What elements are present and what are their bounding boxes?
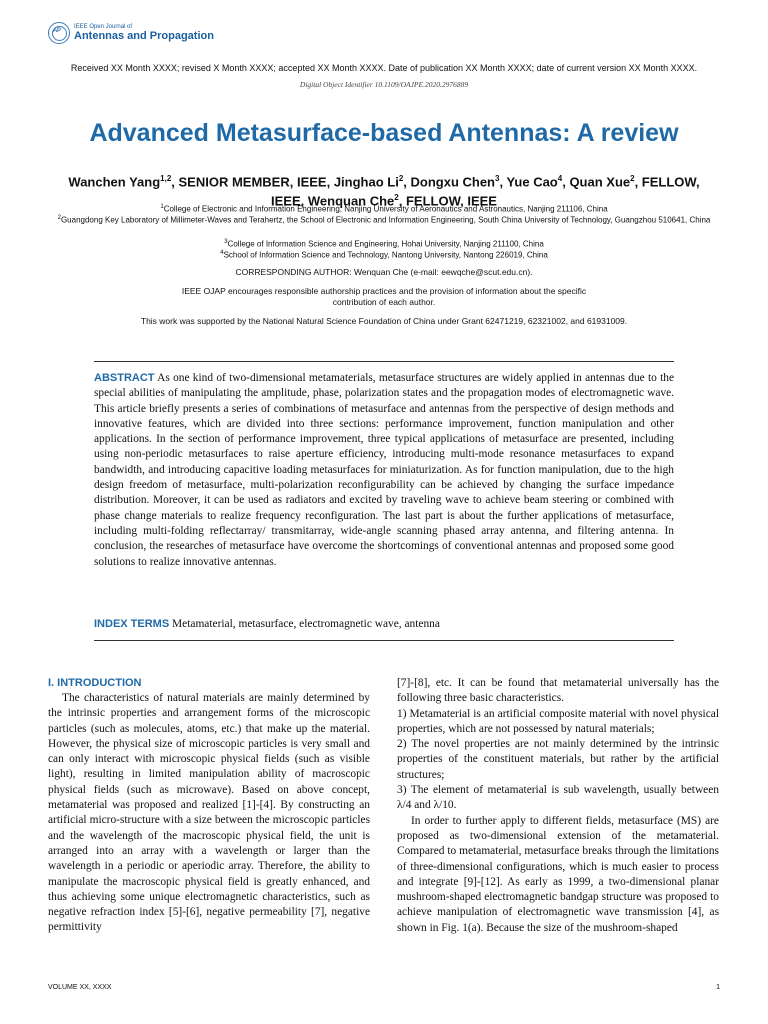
- abstract-text: As one kind of two-dimensional metamaterials, metasurface structures are widely applied in antennas due to the special abilities of manipulating the amplitude, phase, polarization states and the propagation modes of electromagnetic wave. This article briefly presents a series of combinations of metasurface and antennas from the perspective of design methods and innovative features, which are divided into three sections: performance improvement, function manipulation and other applications. In the section of performance improvement, three typical applications of metasurface are presented, including using non-periodic metasurfaces to raise aperture efficiency, introducing multi-mode resonance metasurfaces to expand bandwidth, and introducing capacitive loading metasurfaces for miniaturization. As for function manipulation, due to the high design freedom of metasurface, multi-polarization reconfigurability can be achieved by changing the surface impedance distribution. Moreover, it can be used as radiators and excited by traveling wave to achieve beam steering or combined with phase change materials to realize frequency reconfiguration. The last part is about the further applications of metasurface, including multi-folding reflectarray/ transmitarray, wide-angle scanning phased array antenna, and filtering antenna. In conclusion, the researches of metasurface have overcome the shortcomings of conventional antennas and proposed some good solutions to realize innovative antennas.: [94, 372, 675, 568]
- funding-note: This work was supported by the National Natural Science Foundation of China under Grant 62471219, 62321002, and 61931009.: [140, 316, 628, 326]
- author-affiliation-mark: 2: [394, 193, 399, 203]
- index-terms-text: Metamaterial, metasurface, electromagnetic wave, antenna: [172, 618, 440, 630]
- author-name: Jinghao Li: [333, 174, 399, 190]
- author-suffix: , FELLOW, IEEE,: [271, 174, 700, 209]
- body-paragraph: The characteristics of natural materials are mainly determined by the intrinsic properties and arrangement forms of the microscopic particles (such as molecules, atoms, etc.) that make up the material. However, the physical size of microscopic particles is very small and can only interact with microscopic physical fields (such as visible light), resulting in limited manipulation ability of macroscopic physical fields (such as microwave). Based on above concept, metamaterial was proposed and realized [1]-[4]. By constructing an artificial micro-structure with a size between the microscopic particles and the wavelength of the macroscopic physical field, the unit is arranged into an array with a wavelength or larger than the wavelength in a periodic or aperiodic array. Therefore, the ability to manipulate the macroscopic physical field is greatly enhanced, and thus achieving some unique electromagnetic characteristics, such as negative refraction index [5]-[6], negative permeability [7], negative permittivity: [48, 692, 370, 934]
- author-name: Quan Xue: [569, 174, 631, 190]
- journal-prefix: IEEE Open Journal of: [74, 24, 133, 30]
- list-item: 3) The element of metamaterial is sub wavelength, usually between λ/4 and λ/10.: [397, 784, 719, 812]
- author-name: Yue Cao: [506, 174, 558, 190]
- author-suffix: ,: [499, 174, 507, 190]
- publication-dates: Received XX Month XXXX; revised X Month XXXX; accepted XX Month XXXX. Date of publication XX Month XXXX; date of current version XX Month XXXX.: [70, 63, 698, 73]
- body-column-left: [48, 676, 370, 936]
- author-affiliation-mark: 1,2: [160, 174, 172, 183]
- journal-name: Antennas and Propagation: [74, 30, 214, 42]
- body-paragraph: In order to further apply to different fields, metasurface (MS) are proposed as two-dimensional extension of the metamaterial. Compared to metamaterial, metasurface breaks through the limitations of three-dimensional configurations, which is much easier to process and integrate [9]-[12]. As early as 1999, a two-dimensional planar mushroom-shaped electromagnetic bandgap structure was proposed to achieve manipulation of electromagnetic wave transmission [4], as shown in Fig. 1(a). Because the size of the mushroom-shaped: [397, 814, 719, 934]
- section-heading: I. INTRODUCTION: [48, 677, 142, 689]
- affiliation-4: $^4$School of Information Science and Technology, Nantong University, Nantong 226019, China: [220, 250, 548, 260]
- body-column-right: [397, 676, 719, 936]
- author-suffix: ,: [562, 174, 570, 190]
- list-item: 1) Metamaterial is an artificial composite material with novel physical properties, which are not possessed by natural materials;: [397, 707, 719, 735]
- authorship-note: IEEE OJAP encourages responsible authorship practices and the provision of information about the specific contribution of each author.: [181, 286, 587, 307]
- abstract-top-rule: [94, 361, 674, 362]
- abstract: [94, 371, 674, 570]
- body-paragraph: [7]-[8], etc. It can be found that metamaterial universally has the following three basic characteristics.: [397, 677, 719, 705]
- list-item: 2) The novel properties are not mainly determined by the intrinsic properties of the constituent materials, but rather by the artificial structures;: [397, 738, 719, 781]
- abstract-label: ABSTRACT: [94, 372, 155, 384]
- journal-logo: [48, 22, 214, 44]
- author-affiliation-mark: 4: [557, 174, 563, 183]
- paper-title: Advanced Metasurface-based Antennas: A review: [89, 119, 679, 147]
- affiliation-3: $^3$College of Information Science and Engineering, Hohai University, Nanjing 211100, China: [224, 239, 544, 249]
- author-affiliation-mark: 3: [495, 174, 500, 183]
- author-suffix: , SENIOR MEMBER, IEEE,: [171, 174, 334, 190]
- author-affiliation-mark: 2: [398, 174, 404, 183]
- affiliation-2: $^2$Guangdong Key Laboratory of Millimeter-Waves and Terahertz, the School of Electronic and Information Engineering, South China University of Technology, Guangzhou 510641, China: [57, 215, 711, 225]
- author-name: Dongxu Chen: [410, 174, 495, 190]
- index-terms-label: INDEX TERMS: [94, 618, 170, 630]
- volume-footer: VOLUME XX, XXXX: [48, 984, 112, 991]
- author-name: Wenquan Che: [307, 193, 395, 209]
- abstract-bottom-rule: [94, 640, 674, 641]
- affiliation-1: $^1$College of Electronic and Information Engineering, Nanjing University of Aeronautics and Astronautics, Nanjing 211106, China: [160, 204, 608, 214]
- author-name: Wanchen Yang: [68, 174, 161, 190]
- ieee-ap-logo-icon: AP: [48, 22, 70, 44]
- author-suffix: , FELLOW, IEEE: [398, 193, 497, 209]
- page-number: 1: [716, 984, 720, 991]
- doi: Digital Object Identifier 10.1109/OAJPE.2020.2976889: [299, 80, 469, 89]
- corresponding-author: CORRESPONDING AUTHOR: Wenquan Che (e-mail: eewqche@scut.edu.cn).: [235, 267, 533, 277]
- author-affiliation-mark: 2: [630, 174, 635, 183]
- author-suffix: ,: [403, 174, 411, 190]
- index-terms: [94, 617, 674, 632]
